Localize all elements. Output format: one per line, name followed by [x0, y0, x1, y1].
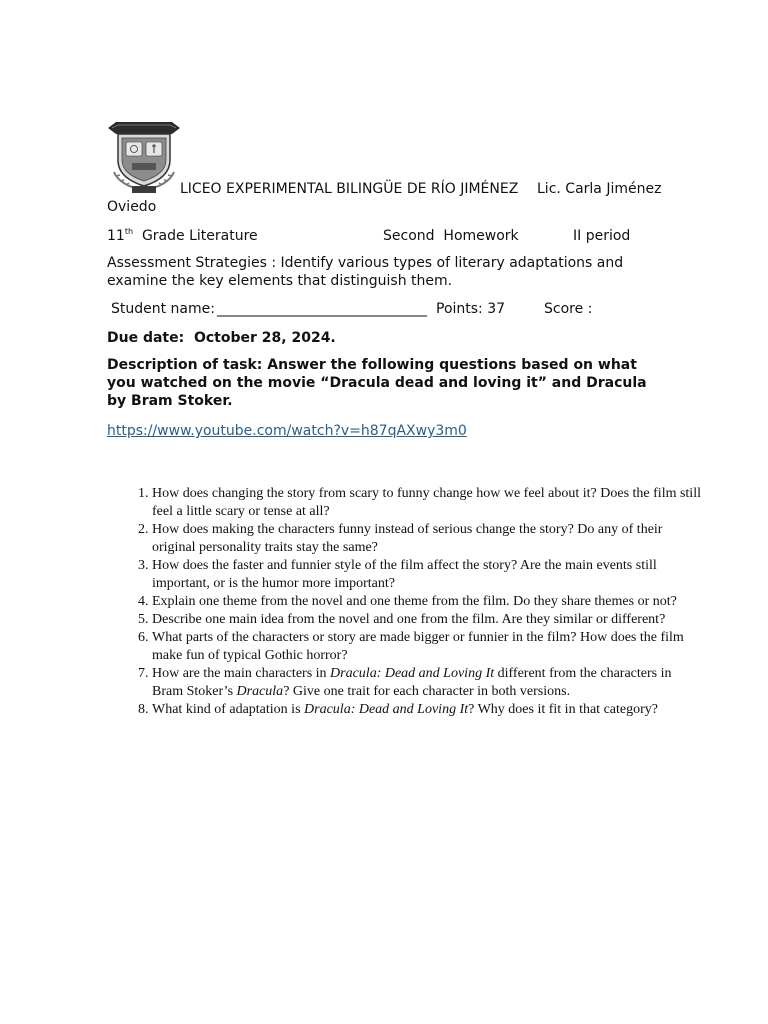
task-description: Description of task: Answer the following questions based on what you watched on the movie “Dracula dead and loving it” and Dracula by Bram Stoker. — [107, 357, 647, 409]
points-label: Points: 37 — [436, 301, 506, 317]
grade-ordinal: th — [124, 227, 134, 236]
film-title: Dracula: Dead and Loving It — [304, 702, 469, 717]
youtube-link[interactable]: https://www.youtube.com/watch?v=h87qAXwy3m0 — [107, 423, 467, 439]
school-name: LICEO EXPERIMENTAL BILINGÜE DE RÍO JIMÉNEZ — [180, 181, 519, 197]
question-list — [107, 485, 702, 719]
grade-number: 11 — [107, 228, 125, 244]
question-item: 1. How does changing the story from scary to funny change how we feel about it? Does the film still feel a little scary or tense at all? — [152, 485, 702, 521]
teacher-surname: Oviedo — [107, 199, 157, 215]
period-label: II period — [573, 228, 631, 244]
film-title: Dracula: Dead and Loving It — [330, 666, 495, 681]
due-date: Due date: October 28, 2024. — [107, 330, 336, 346]
due-date-label: Due date — [107, 330, 179, 346]
novel-title: Dracula — [236, 684, 284, 699]
question-item: 2. How does making the characters funny instead of serious change the story? Do any of their original personality traits stay the same? — [152, 521, 702, 557]
question-item: 7. How are the main characters in Dracula: Dead and Loving It different from the characters in Bram Stoker’s Dracula? Give one trait for each character in both versions. — [152, 665, 702, 701]
score-label: Score : — [544, 301, 593, 317]
question-item: 5. Describe one main idea from the novel and one from the film. Are they similar or different? — [152, 611, 702, 629]
student-name-blank[interactable]: ______________________________ — [217, 301, 427, 317]
assessment-strategies: Assessment Strategies : Identify various types of literary adaptations and examine the key elements that distinguish them. — [107, 255, 624, 289]
question-item: 6. What parts of the characters or story are made bigger or funnier in the film? How does the film make fun of typical Gothic horror? — [152, 629, 702, 665]
student-name-label: Student name: — [111, 301, 215, 317]
grade-course: Grade Literature — [141, 228, 258, 244]
question-item: 4. Explain one theme from the novel and one theme from the film. Do they share themes or not? — [152, 593, 702, 611]
question-item: 8. What kind of adaptation is Dracula: Dead and Loving It? Why does it fit in that category? — [152, 701, 702, 719]
question-item: 3. How does the faster and funnier style of the film affect the story? Are the main events still important, or is the humor more important? — [152, 557, 702, 593]
teacher-name: Lic. Carla Jiménez — [537, 181, 662, 197]
due-date-value: October 28, 2024. — [193, 330, 336, 346]
grade-label — [107, 227, 258, 245]
school-crest-logo — [106, 120, 182, 194]
assignment-label: Second Homework — [383, 228, 519, 244]
